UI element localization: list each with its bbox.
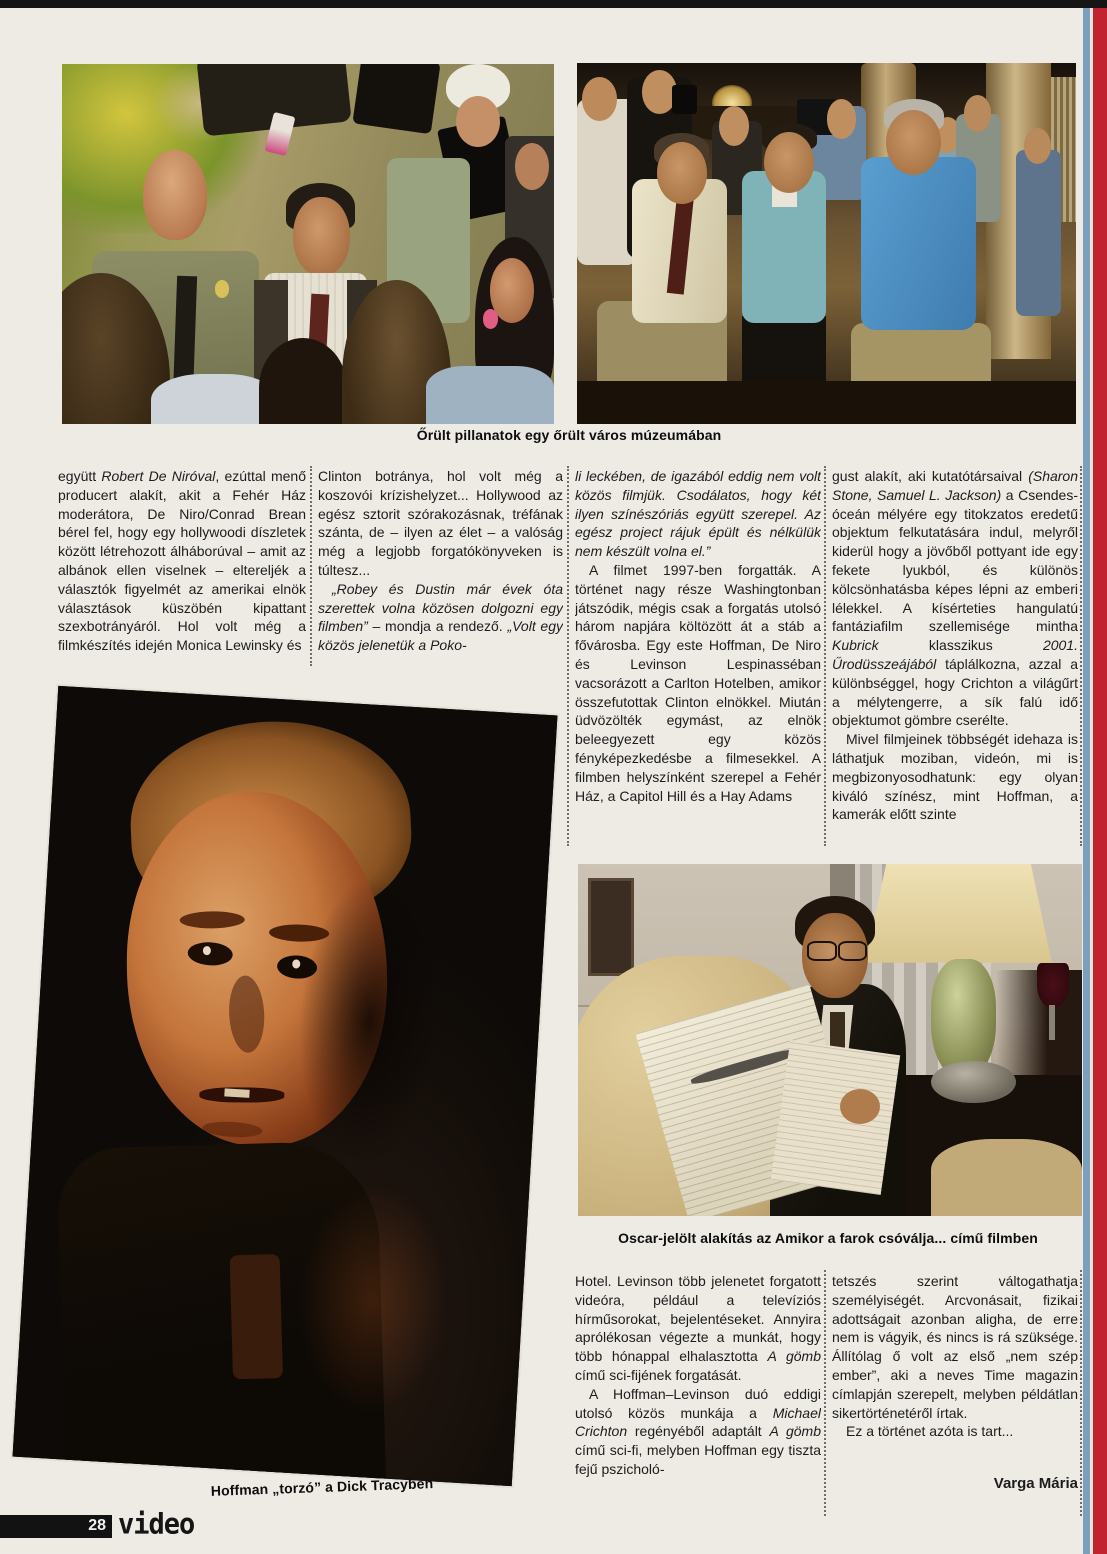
glasses-right-lens [838,941,867,961]
shoulder-highlight [291,1180,454,1420]
page-edge-red-stripe [1093,8,1107,1554]
page-edge-blue-stripe [1083,8,1090,1554]
wall-frame [588,878,634,976]
column-rule [1080,1270,1082,1516]
author-byline: Varga Mária [993,1475,1078,1492]
glasses-left-lens [807,941,836,961]
photo-caption-portrait: Hoffman „torzó” a Dick Tracyben [210,1475,434,1499]
lollipop [483,309,499,329]
photo-caption-top: Őrült pillanatok egy őrült város múzeumában [416,427,722,443]
hoffman-face [657,142,707,203]
blue-shirt-back [426,366,554,424]
scan-top-edge [0,0,1107,8]
column-rule [1080,466,1082,846]
paragraph: Clinton botránya, hol volt még a koszovói krízishelyzet... Hollywood az egész sztorit szórakozásnak, tréfának szánta, de – ilyen az élet – a valóság még a legjobb forgatókönyveken is túltesz... [318,468,563,578]
lamp-shade [865,864,1051,963]
photo-caption-newspaper: Oscar-jelölt alakítás az Amikor a farok csóválja... című filmben [618,1230,1038,1246]
photo-hoffman-portrait [13,686,558,1486]
bench-shadow [577,381,1076,424]
paragraph: „Robey és Dustin már évek óta szerettek volna közösen dolgozni egy filmben” – mondja a rendező. „Volt egy közös jelenetük a Poko- [318,580,563,654]
article-column-4 [832,467,1078,847]
magazine-logo: video [118,1508,195,1541]
camera-icon [353,64,441,134]
column-rule [824,466,826,846]
far-right-person [1016,150,1061,316]
column-rule [310,466,312,666]
hoffman-face [293,197,350,276]
column-rule [824,1270,826,1516]
center-cameraman-face [827,99,857,139]
article-bottom-column-2 [832,1272,1078,1472]
levinson-shirt [861,157,976,330]
article-bottom-column-1 [575,1272,821,1514]
article-column-3 [575,467,821,847]
article-column-2 [318,467,563,669]
photo-three-men-seated [577,63,1076,424]
page-number: 28 [88,1517,106,1534]
dark-man-face [515,143,549,190]
teeth-glint [224,1089,249,1098]
article-column-1 [58,467,306,669]
paragraph: A Hoffman–Levinson duó eddigi utolsó közös munkája a Michael Crichton regényéből adaptált A gömb című sci-fi, melyben Hoffman egy tiszta fejű pszicholó- [575,1385,821,1477]
paragraph: gust alakít, aki kutatótársaival (Sharon Stone, Samuel L. Jackson) a Csendes-óceán mélyére egy titokzatos eredetű objektum felkutatására indul, melyről kiderül hogy a jövőből pottyant ide egy fekete lyukból, és különös kölcsönhatásba képes lépni az emberi lélekkel. A kísérteties hangulatú fantáziafilm szellemisége mintha Kubrick klasszikus 2001. Űrodüsszeájából táplálkozna, azzal a különbséggel, hogy Crichton a világűrt a mélytengerre, a sík falú idő objektumot gömbre cserélte. [832,468,1078,729]
center-man-face [764,132,814,193]
sheriff-head [143,150,207,240]
paragraph: li leckében, de igazából eddig nem volt közös filmjük. Csodálatos, hogy két ilyen színészóriás együtt szerepel. Az egész project rájuk épült és nélkülük nem készült volna el.” [575,468,821,560]
photo-hoffman-newspaper [578,864,1082,1216]
far-right-face [1024,128,1051,164]
cushion [931,1139,1082,1216]
vest-woman-face [719,106,749,146]
handheld-camera-icon [672,85,697,114]
white-tee-face [582,77,617,120]
column-rule [567,466,569,846]
page-number-bar [0,1515,112,1538]
paragraph: Mivel filmjeinek többségét idehaza is láthatjuk moziban, videón, mi is megbizonyosodhatunk: egy olyan kiváló színész, mint Hoffman, a kamerák előtt szinte [832,731,1078,823]
wine-glass-stem [1049,1005,1055,1040]
paragraph: A filmet 1997-ben forgatták. A történet nagy része Washingtonban játszódik, mégis csak a forgatás utolsó három napjára költözött át a stáb a fővárosba. Egy este Hoffman, De Niro és Levinson Lespinasséban vacsorázott a Carlton Hotelben, amikor összefutottak Clinton elnökkel. Miután üdvözölték egymást, az elnök beleegyezett egy közös fényképezkedésbe a filmesekkel. A filmben helyszínként szerepel a Fehér Ház, a Capitol Hill és a Hay Adams [575,561,821,804]
newspaper-fold [770,1040,899,1195]
paragraph: tetszés szerint váltogathatja személyiségét. Arcvonásait, fizikai adottságait azonban aligha, de erre nem is vágyik, és nincs is rá szüksége. Állítólag ő volt az első „nem szép ember”, aki a neves Time magazin címlapján szerepelt, melyben példátlan sikertörténetéről írtak. [832,1273,1078,1421]
tie-knot [230,1254,283,1379]
photo-press-crowd [62,64,554,424]
paragraph: Ez a történet azóta is tart... [846,1423,1014,1440]
paragraph: Hotel. Levinson több jelenetet forgatott videóra, például a televíziós hírműsorokat, bejelentéseket. Annyira aprólékosan végezte a munkát, hogy több hónappal elhalasztotta A gömb című sci-fijének forgatását. [575,1273,821,1383]
levinson-face [886,110,941,175]
cap-face [456,96,500,146]
grey-tee-face [964,95,991,131]
paragraph: együtt Robert De Niróval, ezúttal menő producert alakít, akit a Fehér Ház moderátora, De Niro/Conrad Brean bérel fel, hogy egy hollywoodi díszletek között létrehozott álháborúval – amit az albánok ellen viselnek – eltereljék a választók figyelmét az amerikai elnök választások küszöbén kipattant szexbotrányáról. Hol volt még a filmkészítés idején Monica Lewinsky és [58,468,306,654]
sheriff-badge [215,280,230,298]
